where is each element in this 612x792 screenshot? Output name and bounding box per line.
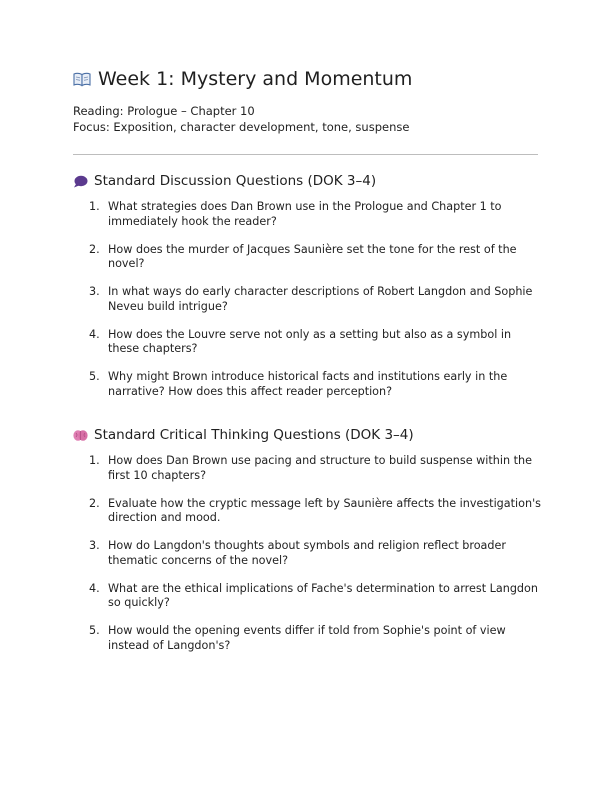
question-number: 3.	[89, 285, 100, 298]
focus-line	[73, 120, 409, 134]
list-item	[73, 285, 543, 314]
question-text: Evaluate how the cryptic message left by Saunière affects the investigation's direction and mood.	[108, 496, 541, 524]
reading-line	[73, 104, 255, 118]
question-text: In what ways do early character descriptions of Robert Langdon and Sophie Neveu build intrigue?	[108, 285, 533, 313]
question-text: How does Dan Brown use pacing and structure to build suspense within the first 10 chapters?	[108, 454, 533, 482]
list-item	[73, 497, 543, 526]
section-heading-text: Standard Critical Thinking Questions (DOK 3–4)	[94, 427, 414, 443]
list-item	[73, 243, 543, 272]
section-heading-discussion	[73, 173, 376, 189]
discussion-question-list	[73, 200, 543, 413]
question-text: How do Langdon's thoughts about symbols and religion reflect broader thematic concerns of the novel?	[108, 539, 506, 567]
page-title-text: Week 1: Mystery and Momentum	[98, 68, 413, 90]
question-text: How would the opening events differ if told from Sophie's point of view instead of Langdon's?	[108, 624, 506, 652]
list-item	[73, 328, 543, 357]
question-number: 5.	[89, 624, 100, 637]
reading-label: Reading:	[73, 104, 124, 118]
question-number: 4.	[89, 581, 100, 595]
question-number: 1.	[89, 454, 100, 467]
question-text: How does the murder of Jacques Saunière set the tone for the rest of the novel?	[108, 242, 517, 270]
question-text: What strategies does Dan Brown use in the Prologue and Chapter 1 to immediately hook the reader?	[108, 200, 502, 228]
list-item	[73, 582, 543, 611]
divider	[73, 154, 538, 155]
critical-thinking-question-list	[73, 454, 543, 667]
question-text: What are the ethical implications of Fache's determination to arrest Langdon so quickly?	[108, 581, 538, 609]
speech-bubble-icon	[73, 175, 88, 188]
question-number: 5.	[89, 370, 100, 383]
list-item	[73, 624, 543, 653]
reading-value: Prologue – Chapter 10	[127, 104, 255, 118]
question-number: 2.	[89, 242, 100, 256]
list-item	[73, 370, 543, 399]
focus-value: Exposition, character development, tone, suspense	[113, 120, 410, 134]
section-heading-text: Standard Discussion Questions (DOK 3–4)	[94, 173, 377, 189]
list-item	[73, 539, 543, 568]
question-number: 4.	[89, 327, 100, 341]
question-number: 1.	[89, 200, 100, 213]
section-heading-critical-thinking	[73, 427, 414, 443]
question-text: Why might Brown introduce historical facts and institutions early in the narrative? How does this affect reader perception?	[108, 370, 508, 398]
question-number: 2.	[89, 496, 100, 510]
page-title	[73, 68, 412, 90]
focus-label: Focus:	[73, 120, 110, 134]
brain-icon	[73, 429, 88, 442]
question-text: How does the Louvre serve not only as a setting but also as a symbol in these chapters?	[108, 327, 512, 355]
list-item	[73, 200, 543, 229]
open-book-icon	[73, 71, 91, 87]
list-item	[73, 454, 543, 483]
question-number: 3.	[89, 539, 100, 552]
